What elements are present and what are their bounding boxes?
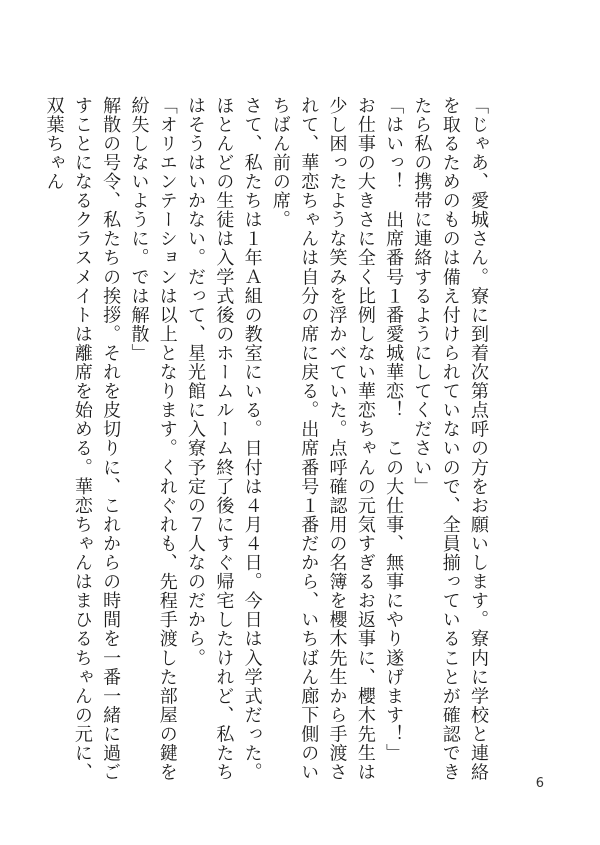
paragraph-1: 「じゃあ、愛城さん。寮に到着次第点呼の方をお願いします。寮内に学校と連絡を取るためのものは備え付けられていないので、全員揃っていることが確認できたら私の携帯に連絡するようにしてください」	[411, 96, 489, 782]
page-number: 6	[535, 776, 544, 791]
paragraph-6: 解散の号令、私たちの挨拶。それを皮切りに、これからの時間を一番一緒に過ごすことになるクラスメイトは離席を始める。華恋ちゃんはまひるちゃんの元に、双葉ちゃん	[43, 96, 122, 782]
paragraph-5: 「オリエンテーションは以上となります。くれぐれも、先程手渡した部屋の鍵を紛失しないように。では解散」	[128, 96, 178, 782]
paragraph-3: お仕事の大きさに全く比例しない華恋ちゃんの元気すぎるお返事に、櫻木先生は少し困ったような笑みを浮かべていた。点呼確認用の名簿を櫻木先生から手渡されて、華恋ちゃんは自分の席に戻る。出席番号１番だから、いちばん廊下側のいちばん前の席。	[269, 96, 376, 782]
paragraph-2: 「はいっ！ 出席番号１番愛城華恋！ この大仕事、無事にやり遂げます！」	[383, 96, 405, 763]
paragraph-4: さて、私たちは１年Ａ組の教室にいる。日付は４月４日。今日は入学式だった。ほとんどの生徒は入学式後のホームルーム終了後にすぐ帰宅したけれど、私たちはそうはいかない。だって、星光館に入寮予定の７人なのだから。	[185, 96, 263, 782]
vertical-text-body	[43, 96, 492, 786]
